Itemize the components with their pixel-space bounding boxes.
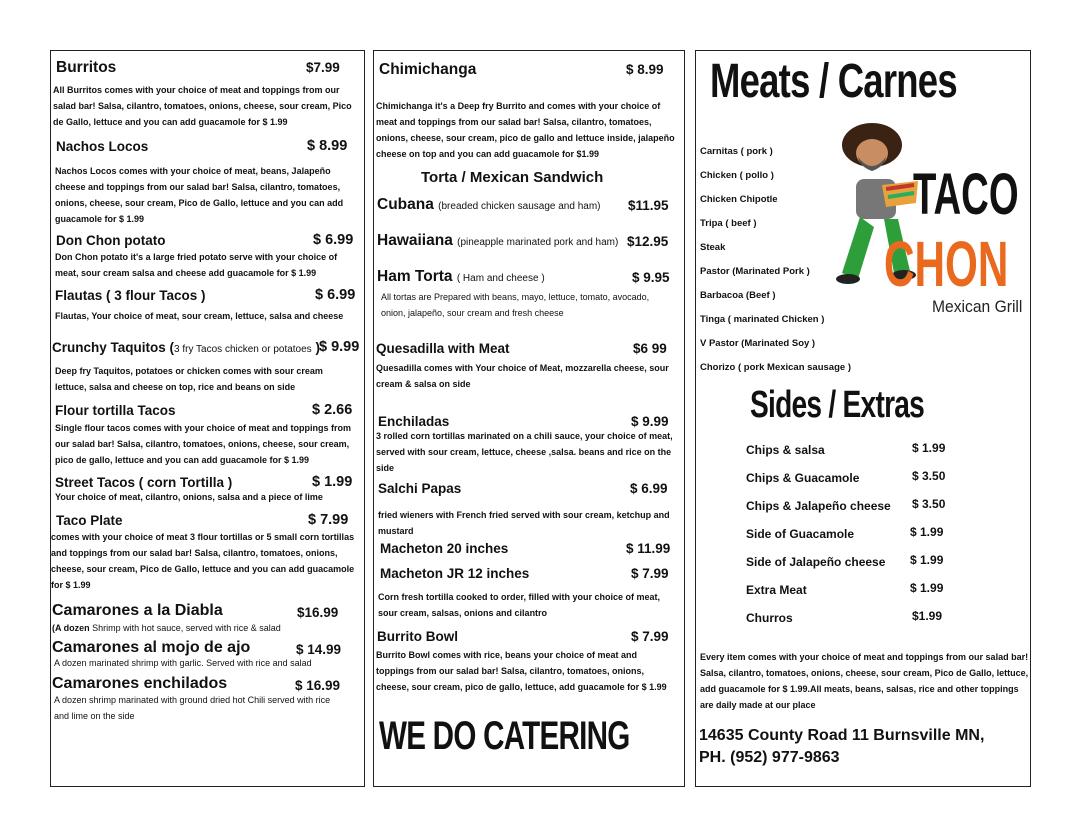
side-item: Side of Guacamole $ 1.99	[746, 525, 944, 541]
item-description: 3 rolled corn tortillas marinated on a chili sauce, your choice of meat, served with sour cream, lettuce, cheese ,salsa. beans and rice on the side	[376, 431, 673, 473]
meat-item: Steak	[700, 242, 726, 253]
item-price: $16.99	[297, 605, 339, 620]
side-item: Chips & Jalapeño cheese $ 3.50	[746, 497, 946, 513]
item-name: Nachos Locos	[56, 139, 149, 154]
item-price: $7.99	[306, 60, 340, 75]
item-price: $12.95	[627, 234, 669, 249]
item-name: Quesadilla with Meat	[376, 341, 510, 356]
item-description: A dozen marinated shrimp with garlic. Served with rice and salad	[54, 658, 312, 668]
logo-word-chon: CHON	[884, 228, 1009, 300]
item-name: Camarones enchilados	[52, 675, 228, 692]
item-price: $11.95	[628, 198, 669, 213]
menu-column-right	[695, 50, 1031, 787]
item-name: Flautas ( 3 flour Tacos )	[55, 288, 206, 303]
logo-tagline: Mexican Grill	[932, 297, 1023, 316]
footer-note: Every item comes with your choice of meat and toppings from our salad bar! Salsa, cilantro, tomatoes, onions, cheese, sour cream, Pico de Gallo, lettuce, add guacamole for $ 1.99.All meats, beans, salsas, rice and other toppings are daily made at our place	[700, 652, 1029, 710]
meat-item: V Pastor (Marinated Soy )	[700, 338, 816, 349]
item-description: comes with your choice of meat 3 flour tortillas or 5 small corn tortillas and toppings from our salad bar! Salsa, cilantro, tomatoes, onions, cheese, sour cream, Pico de Gallo, lettuce and you can add guacamole for $ 1.99	[51, 532, 355, 590]
side-item: Chips & Guacamole $ 3.50	[746, 469, 946, 485]
meats-list	[700, 146, 851, 386]
item-description: All tortas are Prepared with beans, mayo, lettuce, tomato, avocado, onion, jalapeño, sour cream and fresh cheese	[381, 292, 650, 318]
item-description: Flautas, Your choice of meat, sour cream, lettuce, salsa and cheese	[55, 311, 344, 321]
item-price: $ 6.99	[313, 232, 354, 248]
item-price: $ 6.99	[315, 287, 356, 303]
menu-column-middle	[373, 50, 685, 787]
item-name: Camarones a la Diabla	[52, 602, 223, 619]
sides-list	[746, 441, 966, 637]
item-price: $ 2.66	[312, 402, 353, 418]
item-name: Macheton JR 12 inches	[380, 566, 530, 581]
item-name: Street Tacos ( corn Tortilla )	[55, 475, 233, 490]
item-description: All Burritos comes with your choice of meat and toppings from our salad bar! Salsa, cilantro, tomatoes, onions, cheese, sour cream, Pico de Gallo, lettuce and you can add guacamole for $ 1.99	[53, 85, 352, 127]
item-description: Corn fresh tortilla cooked to order, filled with your choice of meat, sour cream, salsas, onions and cilantro	[378, 592, 661, 618]
meat-item: Chicken ( pollo )	[700, 170, 774, 181]
meat-item: Carnitas ( pork )	[700, 146, 773, 157]
address: 14635 County Road 11 Burnsville MN,	[699, 727, 985, 744]
item-name: Hawaiiana (pineapple marinated pork and ham)	[377, 232, 619, 249]
item-price: $ 7.99	[631, 566, 669, 581]
catering-banner: WE DO CATERING	[379, 714, 630, 758]
item-name: Flour tortilla Tacos	[55, 403, 176, 418]
meat-item: Pastor (Marinated Pork )	[700, 266, 810, 277]
meat-item: Chicken Chipotle	[700, 194, 778, 205]
item-name: Taco Plate	[56, 513, 123, 528]
item-name: Burrito Bowl	[377, 629, 458, 644]
item-description: Nachos Locos comes with your choice of meat, beans, Jalapeño cheese and toppings from our salad bar! Salsa, cilantro, tomatoes, onions, cheese, sour cream, Pico de Gallo, lettuce and you can add guacamole for $ 1.99	[55, 166, 344, 224]
item-price: $ 8.99	[307, 138, 348, 154]
item-name: Burritos	[56, 59, 117, 76]
side-item: Chips & salsa $ 1.99	[746, 441, 946, 457]
side-item: Churros $1.99	[746, 609, 943, 625]
item-price: $ 14.99	[296, 642, 342, 657]
item-description: Single flour tacos comes with your choice of meat and toppings from our salad bar! Salsa, cilantro, tomatoes, onions, cheese, sour cream, pico de gallo, lettuce and you can add guacamole for $ 1.99	[55, 423, 352, 465]
item-name: Ham Torta ( Ham and cheese )	[377, 268, 545, 285]
item-price: $ 9.99	[631, 414, 669, 429]
item-price: $ 9.95	[632, 270, 670, 285]
item-description: (A dozen Shrimp with hot sauce, served with rice & salad	[52, 623, 281, 633]
item-description: Quesadilla comes with Your choice of Meat, mozzarella cheese, sour cream & salsa on side	[376, 363, 669, 389]
item-description: Deep fry Taquitos, potatoes or chicken comes with sour cream lettuce, salsa and cheese on top, rice and beans on side	[55, 366, 323, 392]
item-name: Chimichanga	[379, 61, 477, 78]
item-name: Enchiladas	[378, 414, 450, 429]
item-price: $ 7.99	[308, 512, 349, 528]
item-price: $6 99	[633, 341, 667, 356]
item-name: Camarones al mojo de ajo	[52, 639, 251, 656]
item-description: A dozen shrimp marinated with ground dried hot Chili served with rice and lime on the side	[54, 695, 331, 721]
item-name: Cubana (breaded chicken sausage and ham)	[377, 196, 601, 213]
section-heading: Torta / Mexican Sandwich	[421, 169, 604, 186]
item-name: Crunchy Taquitos (3 fry Tacos chicken or potatoes )	[52, 340, 320, 355]
side-item: Extra Meat $ 1.99	[746, 581, 944, 597]
item-name: Macheton 20 inches	[380, 541, 509, 556]
meat-item: Tripa ( beef )	[700, 218, 757, 229]
item-price: $ 11.99	[626, 541, 671, 556]
meats-heading: Meats / Carnes	[710, 55, 957, 108]
phone: PH. (952) 977-9863	[699, 749, 840, 766]
item-price: $ 1.99	[312, 474, 353, 490]
item-description: Your choice of meat, cilantro, onions, salsa and a piece of lime	[55, 492, 323, 502]
item-name: Don Chon potato	[56, 233, 166, 248]
item-price: $ 8.99	[626, 62, 664, 77]
item-description: fried wieners with French fried served with sour cream, ketchup and mustard	[378, 510, 670, 536]
item-description: Don Chon potato it's a large fried potato serve with your choice of meat, sour cream salsa and cheese add guacamole for $ 1.99	[55, 252, 338, 278]
item-name: Salchi Papas	[378, 481, 462, 496]
menu-column-left	[50, 50, 365, 787]
item-price: $ 6.99	[630, 481, 668, 496]
side-item: Side of Jalapeño cheese $ 1.99	[746, 553, 944, 569]
item-description: Chimichanga it's a Deep fry Burrito and comes with your choice of meat and toppings from our salad bar! Salsa, cilantro, tomatoes, onions, cheese, sour cream, pico de gallo and lettuce inside, jalapeño cheese on top and you can add guacamole for $1.99	[376, 101, 675, 159]
meat-item: Chorizo ( pork Mexican sausage )	[700, 362, 851, 373]
sides-heading: Sides / Extras	[750, 384, 925, 426]
meat-item: Barbacoa (Beef )	[700, 290, 776, 301]
item-description: Burrito Bowl comes with rice, beans your choice of meat and toppings from our salad bar! Salsa, cilantro, tomatoes, onions, cheese, sour cream, pico de gallo, lettuce, add guacamole for $ 1.99	[376, 650, 667, 692]
item-price: $ 16.99	[295, 678, 341, 693]
logo-word-taco: TACO	[913, 162, 1019, 227]
item-price: $ 7.99	[631, 629, 669, 644]
item-price: $ 9.99	[319, 339, 360, 355]
meat-item: Tinga ( marinated Chicken )	[700, 314, 825, 325]
